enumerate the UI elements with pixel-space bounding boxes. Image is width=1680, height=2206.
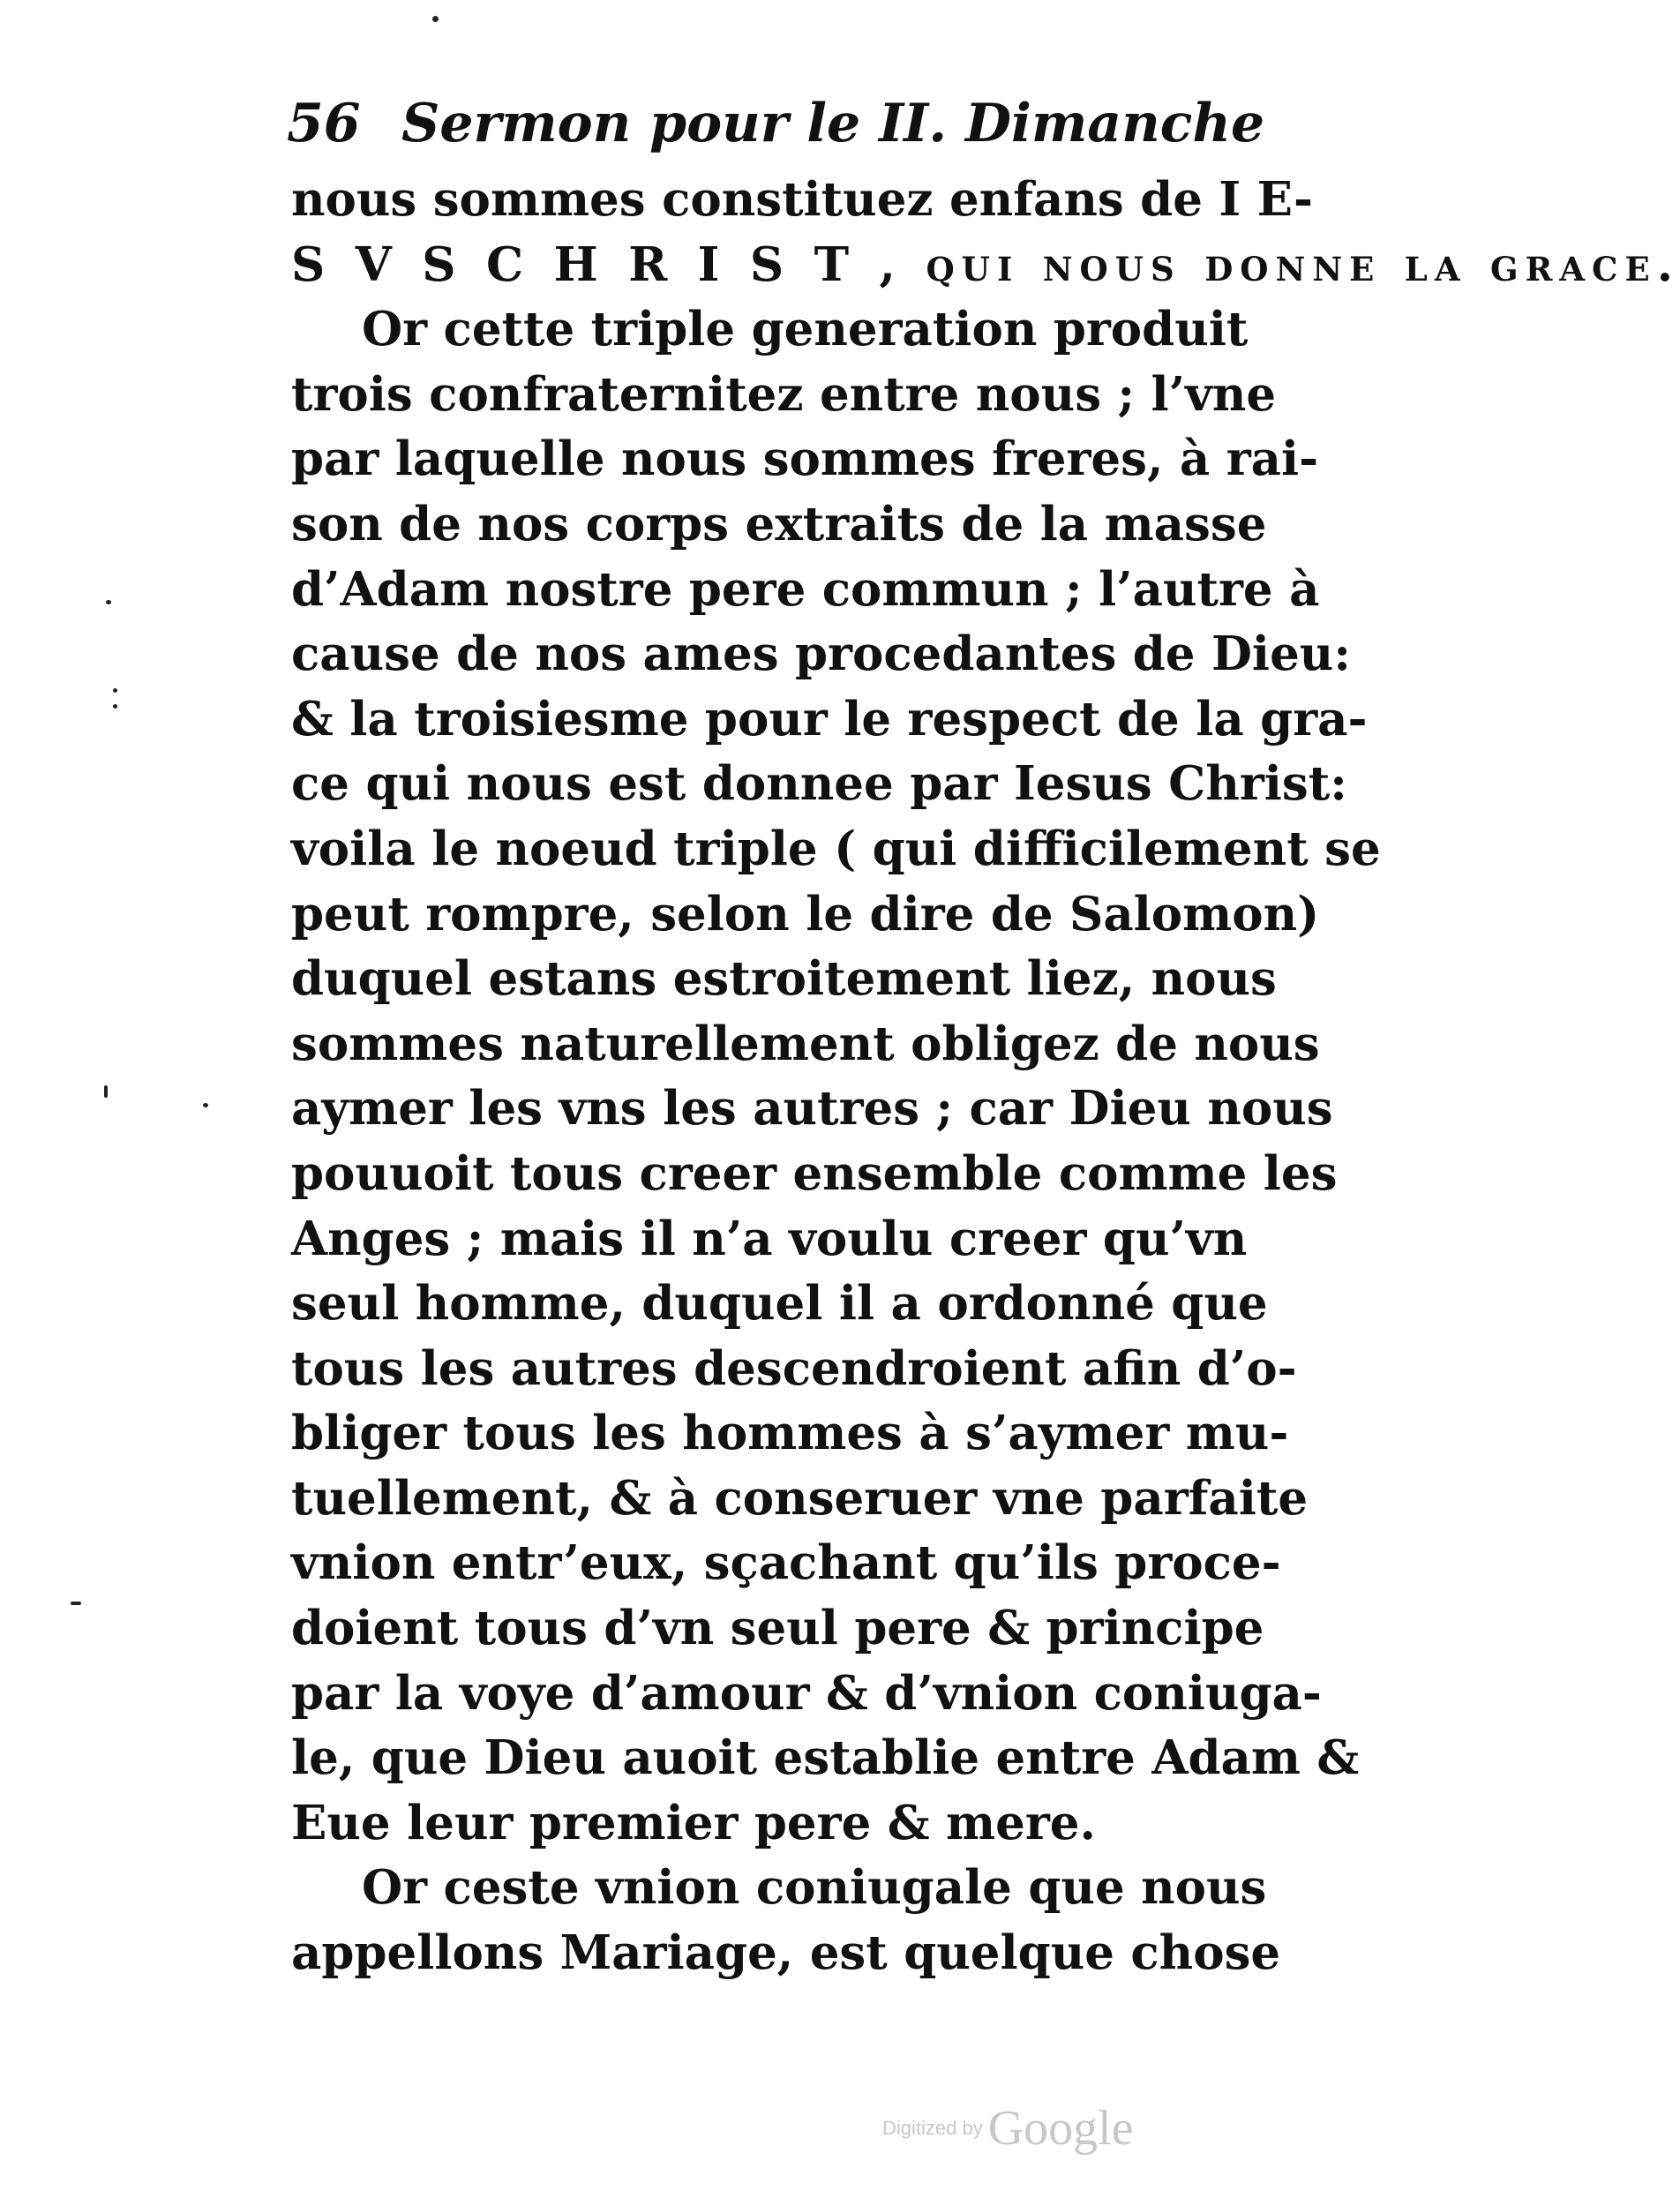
text-line: voila le noeud triple ( qui difficilement se — [291, 821, 1381, 876]
scan-speck — [104, 1085, 108, 1098]
scan-speck — [432, 16, 439, 22]
text-line: par la voye d’amour & d’vnion coniuga- — [291, 1665, 1322, 1721]
text-line: sommes naturellement obligez de nous — [291, 1016, 1320, 1071]
text-line: bliger tous les hommes à s’aymer mu- — [291, 1406, 1289, 1461]
text-line: Anges ; mais il n’a voulu creer qu’vn — [291, 1211, 1248, 1266]
text-line: duquel estans estroitement liez, nous — [291, 951, 1277, 1007]
scan-speck — [203, 1103, 208, 1107]
text-line: cause de nos ames procedantes de Dieu: — [291, 627, 1351, 682]
text-line: tous les autres descendroient afin d’o- — [291, 1340, 1297, 1396]
text-line: par laquelle nous sommes freres, à rai- — [291, 431, 1319, 487]
scan-speck — [106, 600, 111, 604]
paragraph-end-line: Eue leur premier pere & mere. — [291, 1795, 1096, 1850]
text-line: peut rompre, selon le dire de Salomon) — [291, 886, 1320, 942]
running-title: Sermon pour le II. Dimanche — [401, 93, 1265, 154]
text-line: & la troisiesme pour le respect de la gra- — [291, 691, 1368, 747]
digitized-by-text: Digitized by — [882, 2117, 983, 2139]
text-line: pouuoit tous creer ensemble comme les — [291, 1145, 1338, 1201]
scan-speck — [113, 688, 117, 693]
text-line: son de nos corps extraits de la masse — [291, 496, 1267, 552]
paragraph-start-line: Or ceste vnion coniugale que nous — [362, 1860, 1267, 1916]
text-line: tuellement, & à conseruer vne parfaite — [291, 1470, 1309, 1526]
text-line: S V S C H R I S T , qui nous donne la grace. — [291, 236, 1680, 292]
google-logo: Google — [987, 2101, 1134, 2156]
text-line: appellons Mariage, est quelque chose — [291, 1925, 1281, 1981]
text-line: vnion entr’eux, sçachant qu’ils proce- — [291, 1535, 1281, 1591]
text-line: d’Adam nostre pere commun ; l’autre à — [291, 561, 1320, 617]
page-number: 56 — [287, 93, 361, 154]
body-text — [291, 168, 1680, 1986]
paragraph-start-line: Or cette triple generation produit — [362, 302, 1249, 357]
text-line: aymer les vns les autres ; car Dieu nous — [291, 1081, 1333, 1137]
text-line: seul homme, duquel il a ordonné que — [291, 1276, 1268, 1332]
text-line: trois confraternitez entre nous ; l’vne — [291, 366, 1277, 422]
text-line: doient tous d’vn seul pere & principe — [291, 1601, 1264, 1656]
running-header — [287, 88, 1265, 159]
digitized-by-google-watermark — [882, 2100, 1200, 2162]
scan-speck — [71, 1602, 81, 1605]
text-line: le, que Dieu auoit establie entre Adam & — [291, 1730, 1360, 1786]
text-line: nous sommes constituez enfans de I E- — [291, 172, 1314, 227]
text-line: ce qui nous est donnee par Iesus Christ: — [291, 756, 1347, 812]
scan-speck — [113, 704, 117, 709]
